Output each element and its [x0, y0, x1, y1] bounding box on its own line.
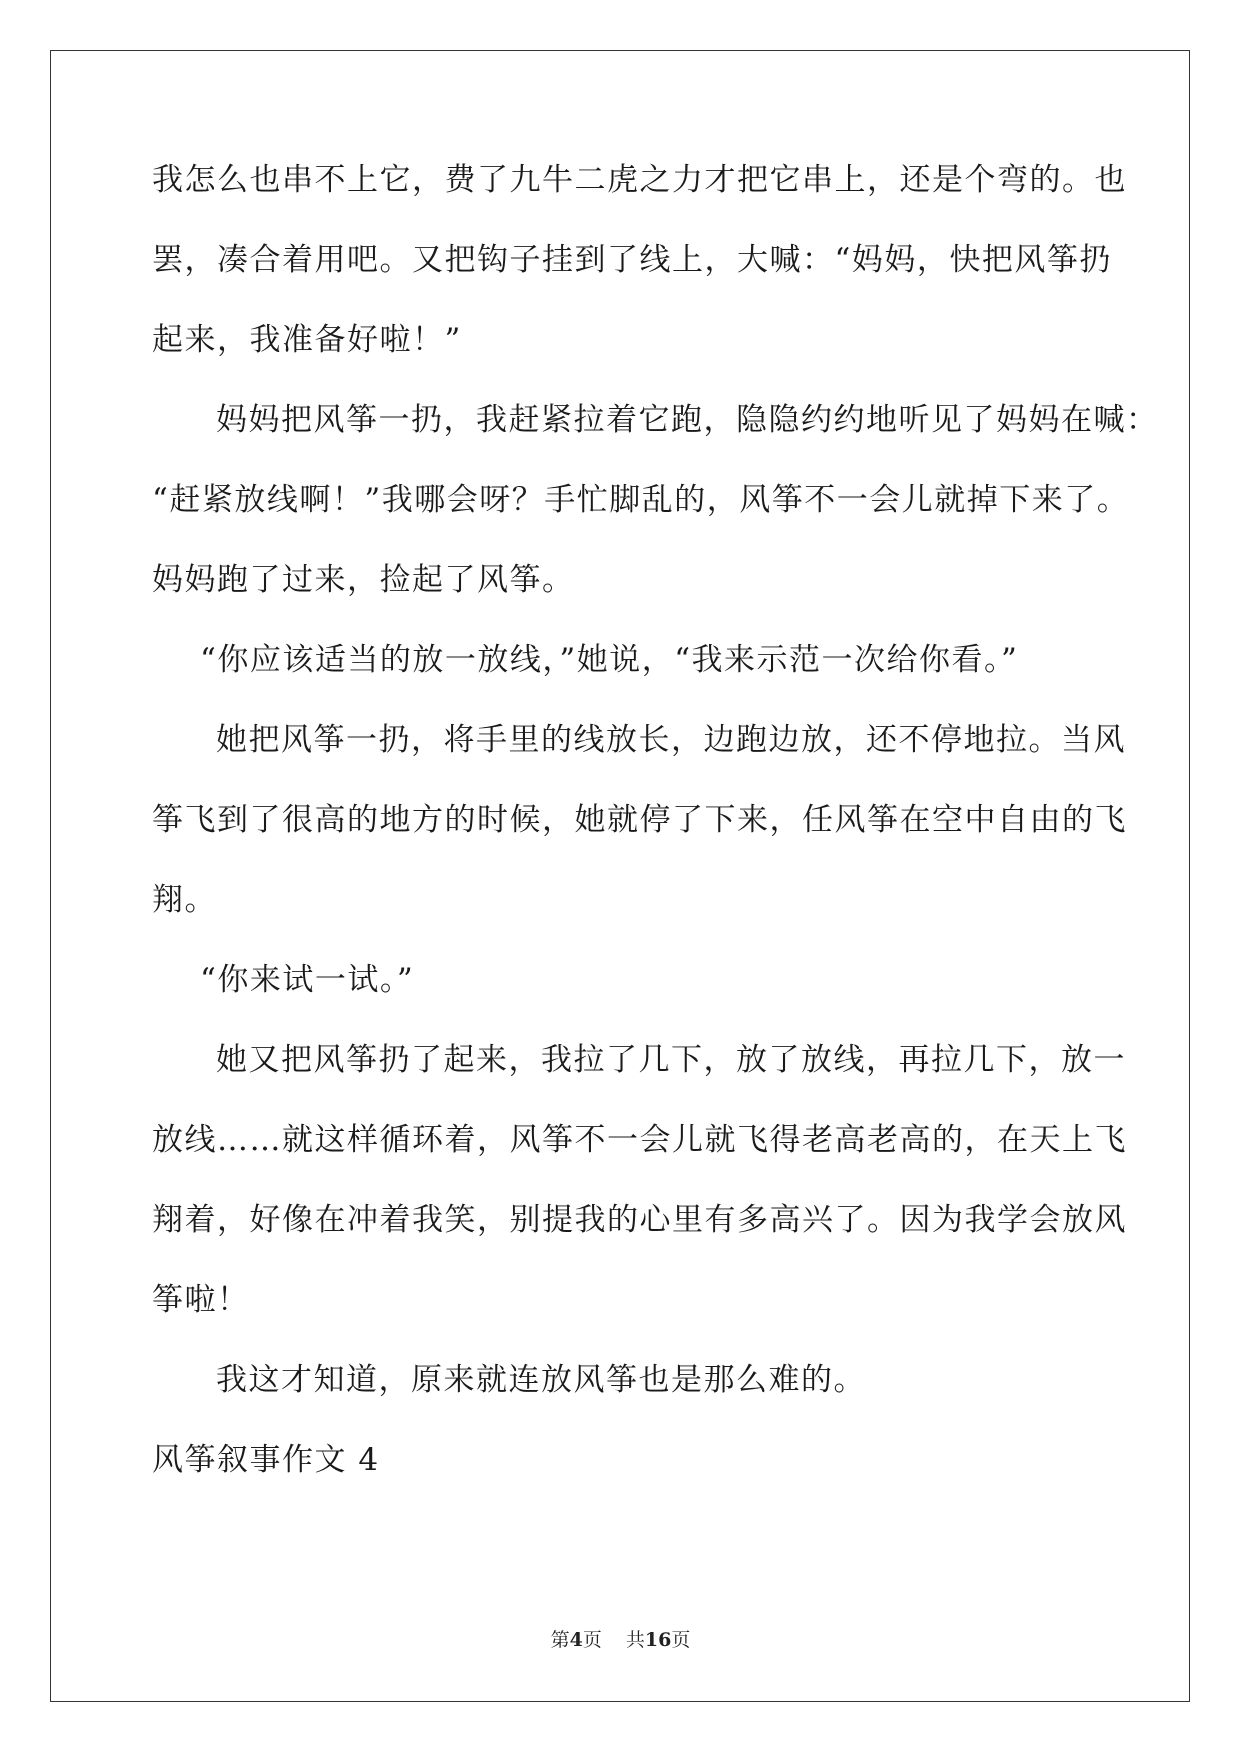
document-body	[152, 160, 1159, 1520]
text-line: 罢，凑合着用吧。又把钩子挂到了线上，大喊：“妈妈，快把风筝扔	[152, 242, 1112, 278]
text-line: 起来，我准备好啦！”	[152, 322, 462, 358]
text-line: “赶紧放线啊！”我哪会呀？手忙脚乱的，风筝不一会儿就掉下来了。	[152, 482, 1130, 518]
text-line: 我怎么也串不上它，费了九牛二虎之力才把它串上，还是个弯的。也	[152, 162, 1127, 198]
page-suffix: 页	[582, 1629, 602, 1651]
text-line: 筝啦！	[152, 1282, 250, 1318]
text-line: 她把风筝一扔，将手里的线放长，边跑边放，还不停地拉。当风	[216, 722, 1126, 758]
text-line: 她又把风筝扔了起来，我拉了几下，放了放线，再拉几下，放一	[216, 1042, 1126, 1078]
text-line: 筝飞到了很高的地方的时候，她就停了下来，任风筝在空中自由的飞	[152, 802, 1127, 838]
footer-prefix: 第	[550, 1629, 570, 1651]
text-line: 我这才知道，原来就连放风筝也是那么难的。	[216, 1362, 866, 1398]
text-line: 妈妈把风筝一扔，我赶紧拉着它跑，隐隐约约地听见了妈妈在喊：	[216, 402, 1159, 438]
total-pages: 16	[644, 1629, 672, 1651]
total-prefix: 共	[625, 1629, 645, 1651]
total-suffix: 页	[671, 1629, 691, 1651]
text-line: “你应该适当的放一放线，”她说，“我来示范一次给你看。”	[200, 642, 1019, 678]
text-line: 翔着，好像在冲着我笑，别提我的心里有多高兴了。因为我学会放风	[152, 1202, 1127, 1238]
text-line: 放线……就这样循环着，风筝不一会儿就飞得老高老高的，在天上飞	[152, 1122, 1127, 1158]
text-line: 妈妈跑了过来，捡起了风筝。	[152, 562, 575, 598]
page-footer	[0, 1625, 1241, 1652]
section-heading: 风筝叙事作文 4	[152, 1442, 380, 1478]
text-line: 翔。	[152, 882, 217, 918]
page-number: 4	[569, 1629, 583, 1651]
text-line: “你来试一试。”	[200, 962, 415, 998]
